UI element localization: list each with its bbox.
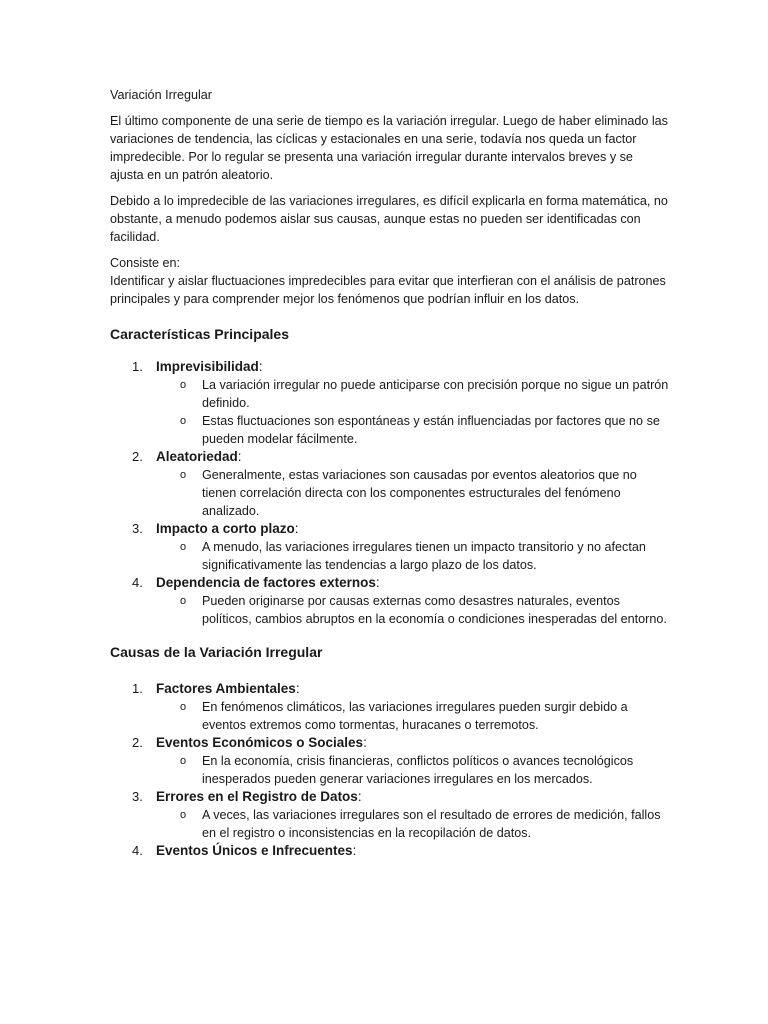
item-suffix: : bbox=[294, 521, 299, 536]
sub-item-text: A menudo, las variaciones irregulares tienen un impacto transitorio y no afectan significativamente las tendencias a largo plazo de los datos. bbox=[202, 540, 646, 572]
sub-item-text: En la economía, crisis financieras, conflictos políticos o avances tecnológicos inesperados pueden generar variaciones irregulares en los mercados. bbox=[202, 754, 634, 786]
item-suffix: : bbox=[363, 735, 367, 750]
sub-item bbox=[156, 698, 670, 734]
item-label: Impacto a corto plazo bbox=[156, 521, 295, 536]
doc-title: Variación Irregular bbox=[110, 88, 212, 102]
characteristic-item bbox=[110, 520, 670, 574]
item-suffix: : bbox=[375, 575, 380, 590]
sub-list bbox=[156, 806, 670, 842]
cause-item bbox=[110, 680, 670, 734]
characteristic-item bbox=[110, 574, 670, 628]
sub-item bbox=[156, 538, 670, 574]
item-suffix: : bbox=[258, 359, 263, 374]
sub-item-text: Generalmente, estas variaciones son causadas por eventos aleatorios que no tienen correlación directa con los componentes estructurales del fenómeno analizado. bbox=[202, 468, 637, 518]
sub-item bbox=[156, 412, 670, 448]
bullet-o-icon: o bbox=[180, 469, 187, 481]
sub-item bbox=[156, 806, 670, 842]
item-label: Errores en el Registro de Datos bbox=[156, 789, 358, 804]
list-number: 1. bbox=[132, 681, 143, 696]
item-label: Imprevisibilidad bbox=[156, 359, 259, 374]
item-label: Dependencia de factores externos bbox=[156, 575, 376, 590]
item-suffix: : bbox=[357, 789, 362, 804]
sub-item-text: A veces, las variaciones irregulares son el resultado de errores de medición, fallos en el registro o inconsistencias en la recopilación de datos. bbox=[202, 808, 661, 840]
bullet-o-icon: o bbox=[180, 755, 187, 767]
item-suffix: : bbox=[295, 681, 300, 696]
characteristics-heading: Características Principales bbox=[110, 326, 289, 342]
list-number: 3. bbox=[132, 521, 143, 536]
bullet-o-icon: o bbox=[180, 595, 187, 607]
list-number: 1. bbox=[132, 359, 143, 374]
sub-list bbox=[156, 376, 670, 448]
cause-item bbox=[110, 842, 670, 860]
consiste-text: Identificar y aislar fluctuaciones impredecibles para evitar que interfieran con el análisis de patrones principales y para comprender mejor los fenómenos que podrían influir en los datos. bbox=[110, 274, 666, 306]
document-body bbox=[110, 86, 670, 860]
item-suffix: : bbox=[352, 843, 357, 858]
list-number: 3. bbox=[132, 789, 143, 804]
sub-item bbox=[156, 376, 670, 412]
characteristic-item bbox=[110, 358, 670, 448]
sub-list bbox=[156, 466, 670, 520]
item-label: Eventos Económicos o Sociales bbox=[156, 735, 364, 750]
cause-item bbox=[110, 734, 670, 788]
list-number: 4. bbox=[132, 843, 143, 858]
sub-list bbox=[156, 538, 670, 574]
consiste-block bbox=[110, 254, 670, 308]
bullet-o-icon: o bbox=[180, 379, 187, 391]
sub-list bbox=[156, 592, 670, 628]
sub-list bbox=[156, 698, 670, 734]
list-number: 2. bbox=[132, 735, 143, 750]
characteristics-list bbox=[110, 358, 670, 628]
list-number: 4. bbox=[132, 575, 143, 590]
sub-item bbox=[156, 752, 670, 788]
paragraph-difficulty: Debido a lo impredecible de las variaciones irregulares, es difícil explicarla en forma matemática, no obstante, a menudo podemos aislar sus causas, aunque estas no pueden ser identificadas con facilidad. bbox=[110, 194, 668, 244]
sub-item-text: Estas fluctuaciones son espontáneas y están influenciadas por factores que no se pueden modelar fácilmente. bbox=[202, 414, 660, 446]
causes-heading: Causas de la Variación Irregular bbox=[110, 644, 323, 660]
characteristic-item bbox=[110, 448, 670, 520]
list-number: 2. bbox=[132, 449, 143, 464]
item-label: Factores Ambientales bbox=[156, 681, 296, 696]
item-suffix: : bbox=[237, 449, 242, 464]
sub-item bbox=[156, 592, 670, 628]
sub-item-text: En fenómenos climáticos, las variaciones irregulares pueden surgir debido a eventos extremos como tormentas, huracanes o terremotos. bbox=[202, 700, 628, 732]
item-label: Aleatoriedad bbox=[156, 449, 238, 464]
cause-item bbox=[110, 788, 670, 842]
sub-list bbox=[156, 752, 670, 788]
bullet-o-icon: o bbox=[180, 809, 187, 821]
item-label: Eventos Únicos e Infrecuentes bbox=[156, 843, 353, 858]
sub-item-text: Pueden originarse por causas externas como desastres naturales, eventos políticos, cambios abruptos en la economía o condiciones inesperadas del entorno. bbox=[202, 594, 667, 626]
sub-item-text: La variación irregular no puede anticiparse con precisión porque no sigue un patrón definido. bbox=[202, 378, 669, 410]
bullet-o-icon: o bbox=[180, 415, 187, 427]
causes-list bbox=[110, 680, 670, 860]
bullet-o-icon: o bbox=[180, 701, 187, 713]
sub-item bbox=[156, 466, 670, 520]
paragraph-intro: El último componente de una serie de tiempo es la variación irregular. Luego de haber eliminado las variaciones de tendencia, las cíclicas y estacionales en una serie, todavía nos queda un factor impredecible. Por lo regular se presenta una variación irregular durante intervalos breves y se ajusta en un patrón aleatorio. bbox=[110, 114, 668, 182]
consiste-label: Consiste en: bbox=[110, 256, 181, 270]
bullet-o-icon: o bbox=[180, 541, 187, 553]
